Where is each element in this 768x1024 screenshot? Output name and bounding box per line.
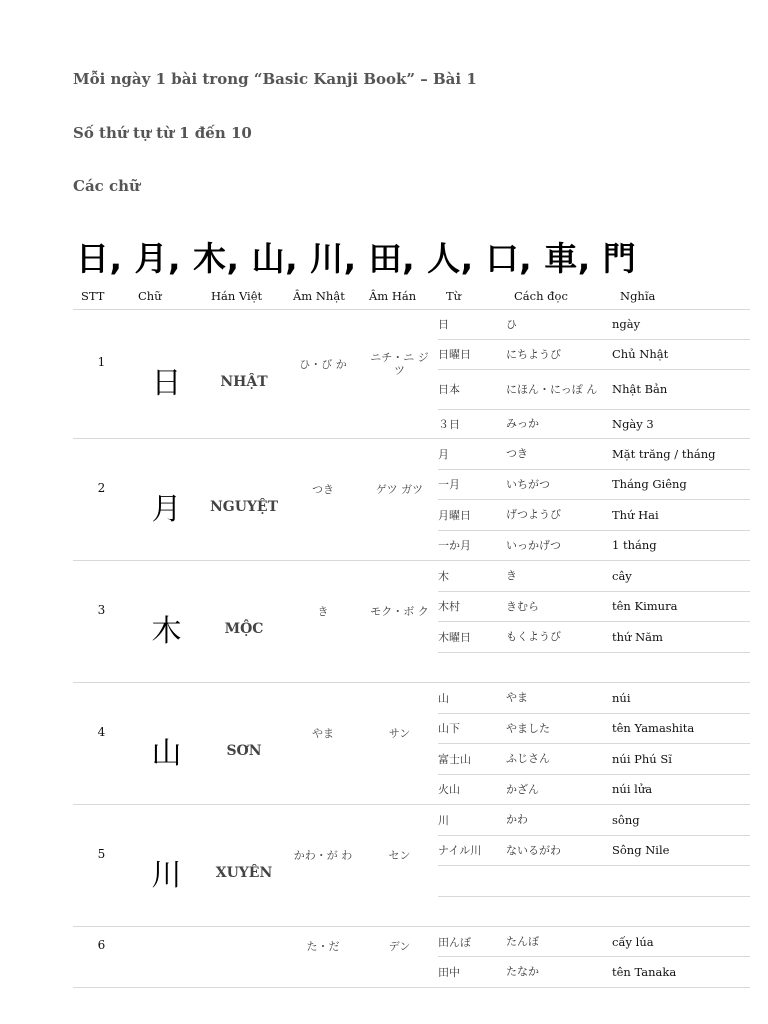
word-cell — [438, 927, 506, 957]
meaning-cell — [612, 683, 750, 714]
reading-cell-text: いっかげつ — [506, 538, 561, 552]
meaning-cell-text: tên Tanaka — [612, 964, 677, 979]
stt-cell-text: 6 — [97, 937, 106, 952]
word-cell-text: 川 — [438, 813, 449, 827]
kanji-cell — [130, 439, 203, 561]
word-cell — [438, 774, 506, 805]
word-cell — [438, 622, 506, 653]
reading-cell — [506, 622, 612, 653]
word-cell-text: ナイル川 — [438, 844, 482, 858]
meaning-cell — [612, 957, 750, 988]
reading-cell — [506, 369, 612, 409]
meaning-cell — [612, 866, 750, 897]
meaning-cell — [612, 774, 750, 805]
am-han-cell-text: モク・ボ ク — [370, 605, 429, 618]
word-cell — [438, 530, 506, 561]
stt-cell-text: 3 — [97, 602, 106, 617]
meaning-cell-text: Mặt trăng / tháng — [612, 446, 716, 461]
word-cell — [438, 439, 506, 470]
reading-cell-text: かわ — [506, 813, 528, 827]
meaning-cell-text: núi Phú Sĩ — [612, 751, 672, 766]
word-cell-text: 一月 — [438, 478, 460, 492]
word-cell-text: 山下 — [438, 722, 460, 736]
meaning-cell-text: Sông Nile — [612, 843, 670, 858]
meaning-cell — [612, 652, 750, 683]
reading-cell — [506, 744, 612, 775]
word-cell — [438, 369, 506, 409]
am-nhat-cell — [285, 683, 361, 805]
meaning-cell — [612, 409, 750, 439]
meaning-cell-text: Chủ Nhật — [612, 347, 669, 361]
meaning-cell — [612, 469, 750, 500]
am-han-cell — [361, 310, 438, 439]
meaning-cell — [612, 744, 750, 775]
meaning-cell — [612, 339, 750, 369]
reading-cell — [506, 927, 612, 957]
am-han-cell — [361, 439, 438, 561]
am-nhat-cell-text: やま — [312, 727, 334, 740]
kanji-cell — [130, 561, 203, 683]
meaning-cell — [612, 310, 750, 340]
word-cell-text: 山 — [438, 691, 449, 705]
meaning-cell-text: sông — [612, 812, 640, 827]
reading-cell — [506, 409, 612, 439]
word-cell — [438, 805, 506, 836]
reading-cell-text: にほん・にっぽ ん — [506, 382, 598, 396]
word-cell-text: 一か月 — [438, 539, 471, 553]
word-cell — [438, 500, 506, 531]
han-viet-cell-text: MỘC — [224, 621, 264, 637]
am-nhat-cell — [285, 310, 361, 439]
meaning-cell — [612, 561, 750, 592]
meaning-cell — [612, 713, 750, 744]
word-cell — [438, 683, 506, 714]
stt-cell — [73, 561, 130, 683]
am-han-cell — [361, 561, 438, 683]
table-row — [73, 805, 750, 836]
meaning-cell-text: núi lửa — [612, 782, 653, 797]
col-header-stt: STT — [73, 282, 130, 310]
reading-cell — [506, 713, 612, 744]
am-han-cell-text: ニチ・ニ ジツ — [370, 351, 429, 377]
reading-cell-text: にちようび — [506, 347, 561, 361]
han-viet-cell-text: SƠN — [226, 743, 262, 759]
kanji-cell — [130, 310, 203, 439]
meaning-cell — [612, 622, 750, 653]
word-cell — [438, 957, 506, 988]
word-cell-text: 月 — [438, 447, 449, 461]
stt-cell-text: 4 — [97, 724, 106, 739]
word-cell — [438, 469, 506, 500]
reading-cell-text: やま — [506, 691, 528, 705]
col-header-am-han: Âm Hán — [361, 282, 438, 310]
reading-cell — [506, 774, 612, 805]
reading-cell — [506, 805, 612, 836]
meaning-cell-text: tên Kimura — [612, 599, 678, 614]
document-title: Mỗi ngày 1 bài trong “Basic Kanji Book” – Bài 1 — [73, 70, 477, 88]
reading-cell-text: ひ — [506, 317, 517, 331]
kanji-table — [73, 282, 750, 988]
han-viet-cell — [203, 683, 285, 805]
reading-cell — [506, 530, 612, 561]
reading-cell — [506, 866, 612, 897]
word-cell-text: 田中 — [438, 965, 460, 979]
word-cell — [438, 409, 506, 439]
meaning-cell-text: Ngày 3 — [612, 416, 654, 431]
meaning-cell — [612, 927, 750, 957]
am-han-cell-text: デン — [388, 940, 411, 954]
word-cell-text: 日本 — [438, 383, 460, 396]
meaning-cell — [612, 805, 750, 836]
word-cell-text: 月曜日 — [438, 508, 471, 522]
reading-cell-text: つき — [506, 447, 528, 461]
kanji-cell-text: 川 — [151, 857, 182, 893]
meaning-cell-text: cấy lúa — [612, 934, 654, 949]
reading-cell-text: かざん — [506, 782, 539, 796]
meaning-cell-text: cây — [612, 568, 632, 583]
am-nhat-cell-text: た・だ — [306, 940, 340, 954]
meaning-cell-text: Nhật Bản — [612, 382, 668, 396]
reading-cell — [506, 591, 612, 622]
meaning-cell-text: núi — [612, 690, 631, 705]
am-nhat-cell — [285, 561, 361, 683]
meaning-cell-text: 1 tháng — [612, 538, 657, 553]
meaning-cell-text: thứ Năm — [612, 629, 663, 644]
kanji-cell-text: 月 — [151, 491, 182, 527]
kanji-cell — [130, 805, 203, 927]
meaning-cell — [612, 835, 750, 866]
col-header-cach-doc: Cách đọc — [506, 282, 612, 310]
am-nhat-cell-text: ひ・び か — [299, 357, 347, 371]
reading-cell-text: みっか — [506, 417, 539, 431]
col-header-am-nhat: Âm Nhật — [285, 282, 361, 310]
kanji-cell-text: 日 — [151, 366, 182, 401]
meaning-cell — [612, 369, 750, 409]
reading-cell — [506, 561, 612, 592]
am-nhat-cell-text: き — [317, 605, 329, 618]
am-han-cell-text: ゲツ ガツ — [375, 483, 424, 496]
han-viet-cell — [203, 927, 285, 988]
reading-cell-text: もくようび — [506, 630, 561, 644]
stt-cell-text: 1 — [97, 355, 106, 369]
reading-cell-text: ふじさん — [506, 752, 550, 766]
stt-cell — [73, 683, 130, 805]
am-nhat-cell — [285, 805, 361, 927]
word-cell — [438, 744, 506, 775]
reading-cell — [506, 469, 612, 500]
col-header-chu: Chữ — [130, 282, 203, 310]
table-row — [73, 927, 750, 957]
word-cell — [438, 561, 506, 592]
reading-cell — [506, 339, 612, 369]
stt-cell — [73, 439, 130, 561]
reading-cell-text: げつようび — [506, 508, 561, 522]
word-cell-text: 富士山 — [438, 752, 471, 766]
meaning-cell-text: Thứ Hai — [612, 507, 659, 522]
meaning-cell-text: tên Yamashita — [612, 721, 695, 736]
meaning-cell — [612, 439, 750, 470]
am-han-cell — [361, 805, 438, 927]
stt-cell — [73, 927, 130, 988]
kanji-cell-text: 山 — [151, 735, 182, 771]
word-cell-text: 日 — [438, 318, 449, 332]
am-han-cell — [361, 683, 438, 805]
reading-cell — [506, 896, 612, 927]
stt-cell-text: 2 — [97, 480, 106, 495]
table-row — [73, 683, 750, 714]
word-cell — [438, 339, 506, 369]
reading-cell — [506, 683, 612, 714]
table-row — [73, 561, 750, 592]
reading-cell — [506, 310, 612, 340]
meaning-cell — [612, 896, 750, 927]
reading-cell — [506, 957, 612, 988]
han-viet-cell-text: NGUYỆT — [209, 499, 279, 515]
am-nhat-cell-text: つき — [312, 483, 334, 496]
reading-cell-text: たなか — [506, 965, 539, 979]
meaning-cell — [612, 500, 750, 531]
reading-cell-text: たんぼ — [506, 935, 539, 948]
am-nhat-cell-text: かわ・が わ — [293, 849, 353, 862]
reading-cell — [506, 652, 612, 683]
am-han-cell-text: セン — [388, 849, 411, 862]
am-nhat-cell — [285, 927, 361, 988]
reading-cell — [506, 835, 612, 866]
table-body — [73, 310, 750, 988]
reading-cell — [506, 500, 612, 531]
word-cell-text: 木村 — [438, 600, 460, 614]
col-header-han-viet: Hán Việt — [203, 282, 285, 310]
reading-cell — [506, 439, 612, 470]
table-header-row — [73, 282, 750, 310]
word-cell — [438, 835, 506, 866]
han-viet-cell — [203, 439, 285, 561]
word-cell — [438, 713, 506, 744]
word-cell — [438, 896, 506, 927]
han-viet-cell-text: XUYÊN — [215, 865, 273, 881]
reading-cell-text: いちがつ — [506, 477, 550, 491]
kanji-cell-text: 木 — [151, 613, 182, 649]
word-cell — [438, 591, 506, 622]
am-han-cell — [361, 927, 438, 988]
meaning-cell — [612, 530, 750, 561]
kanji-cell — [130, 927, 203, 988]
han-viet-cell — [203, 561, 285, 683]
word-cell-text: 日曜日 — [438, 348, 471, 361]
meaning-cell-text: Tháng Giêng — [612, 477, 687, 492]
word-cell-text: ３日 — [438, 417, 460, 431]
kanji-cell — [130, 683, 203, 805]
table-row — [73, 439, 750, 470]
meaning-cell-text: ngày — [612, 317, 641, 332]
section-subtitle: Số thứ tự từ 1 đến 10 — [73, 124, 252, 142]
han-viet-cell — [203, 310, 285, 439]
word-cell — [438, 310, 506, 340]
han-viet-cell-text: NHẬT — [220, 373, 268, 390]
table-row — [73, 310, 750, 340]
word-cell — [438, 866, 506, 897]
word-cell-text: 木 — [438, 569, 449, 583]
word-cell-text: 木曜日 — [438, 630, 471, 644]
reading-cell-text: きむら — [506, 599, 539, 613]
meaning-cell — [612, 591, 750, 622]
am-han-cell-text: サン — [388, 727, 411, 740]
han-viet-cell — [203, 805, 285, 927]
am-nhat-cell — [285, 439, 361, 561]
word-cell — [438, 652, 506, 683]
reading-cell-text: き — [506, 569, 517, 583]
stt-cell-text: 5 — [97, 846, 106, 861]
stt-cell — [73, 805, 130, 927]
section-label: Các chữ — [73, 177, 140, 195]
reading-cell-text: やました — [506, 721, 550, 735]
reading-cell-text: ないるがわ — [506, 843, 561, 857]
kanji-list: 日, 月, 木, 山, 川, 田, 人, 口, 車, 門 — [76, 239, 637, 278]
col-header-nghia: Nghĩa — [612, 282, 750, 310]
word-cell-text: 田んぼ — [438, 935, 471, 949]
col-header-tu: Từ — [438, 282, 506, 310]
word-cell-text: 火山 — [438, 783, 460, 797]
stt-cell — [73, 310, 130, 439]
